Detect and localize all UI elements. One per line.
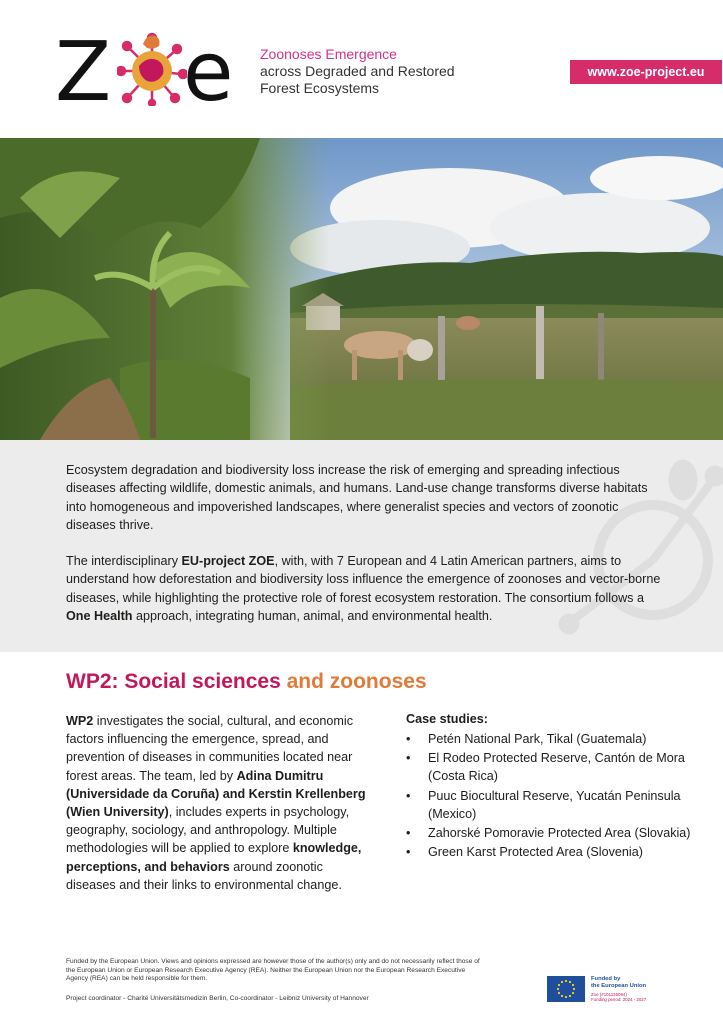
case-study-label: Zahorské Pomoravie Protected Area (Slovakia) xyxy=(428,826,691,841)
project-coordinators: Project coordinator - Charité Universitätsmedizin Berlin, Co-coordinator - Leibniz University of Hannover xyxy=(66,995,369,1002)
grant-number: Zoe (#101135094) xyxy=(591,992,627,997)
forest-and-pasture-photo xyxy=(0,138,723,440)
wp2-title xyxy=(66,670,427,694)
list-item xyxy=(406,749,696,785)
hero-image xyxy=(0,138,723,440)
list-item xyxy=(406,824,696,842)
case-study-label: Petén National Park, Tikal (Guatemala) xyxy=(428,732,647,746)
zoe-logo[interactable] xyxy=(55,22,245,120)
eu-funding-badge xyxy=(547,976,697,1006)
wp2-team-leads: Adina Dumitru (Universidade da Coruña) and Kerstin Krellenberg (Wien University) xyxy=(66,768,366,820)
website-link[interactable]: www.zoe-project.eu xyxy=(570,60,722,84)
tagline-line-2: across Degraded and Restored xyxy=(260,63,455,79)
wp2-title-part-2: and zoonoses xyxy=(286,670,427,693)
logo-letter-e: e xyxy=(183,25,234,120)
wp2-desc-text-1: investigates the social, cultural, and economic factors influencing the emergence, spread, and prevention of diseases in communities located near forest areas. The team, led by xyxy=(66,714,354,783)
case-studies-list xyxy=(406,730,696,862)
bullet-icon: • xyxy=(406,788,411,803)
project-tagline xyxy=(260,46,455,97)
list-item xyxy=(406,730,696,748)
intro-section xyxy=(0,440,723,652)
wp2-desc-text-3: around zoonotic diseases and their links to environmental change. xyxy=(66,859,342,892)
grant-info xyxy=(591,992,646,1003)
tagline-line-3: Forest Ecosystems xyxy=(260,80,380,96)
wp2-label: WP2 xyxy=(66,714,94,728)
wp2-description xyxy=(66,712,366,894)
bullet-icon: • xyxy=(406,732,411,746)
list-item xyxy=(406,843,696,861)
list-item xyxy=(406,787,696,823)
bullet-icon: • xyxy=(406,845,411,860)
virus-globe-icon xyxy=(117,26,187,106)
eu-funded-line-2: the European Union xyxy=(591,983,647,989)
eu-funded-line-1: Funded by xyxy=(591,976,621,982)
case-study-label: Green Karst Protected Area (Slovenia) xyxy=(428,845,643,860)
tagline-line-1: Zoonoses Emergence xyxy=(260,46,397,62)
funding-period: Funding period: 2024 - 2027 xyxy=(591,997,647,1003)
bullet-icon: • xyxy=(406,751,411,766)
intro-p2-one-health: One Health xyxy=(66,608,133,623)
intro-paragraph-2 xyxy=(66,552,666,625)
bullet-icon: • xyxy=(406,826,411,841)
intro-paragraph-1: Ecosystem degradation and biodiversity loss increase the risk of emerging and spreading infectious diseases affecting wildlife, domestic animals, and humans. Land-use change transforms diverse habitats into homogeneous and impoverished landscapes, where generalist species and vectors of zoonotic diseases thrive. xyxy=(66,463,648,532)
wp2-focus-terms: knowledge, perceptions, and behaviors xyxy=(66,841,362,874)
eu-disclaimer: Funded by the European Union. Views and opinions expressed are however those of the author(s) only and do not necessarily reflect those of the European Union or European Research Executive Agency (REA). Neither the European Union nor the European Research Executive Agency (REA) can be held responsible for them. xyxy=(66,958,480,983)
eu-funded-label xyxy=(591,976,646,990)
intro-p2-text-a: The interdisciplinary xyxy=(66,554,182,568)
header xyxy=(0,0,723,138)
intro-p2-project-name: EU-project ZOE xyxy=(181,554,275,568)
case-study-label: El Rodeo Protected Reserve, Cantón de Mora (Costa Rica) xyxy=(428,751,685,784)
logo-letter-z: Z xyxy=(55,25,112,120)
wp2-title-part-1: WP2: Social sciences xyxy=(66,670,287,693)
case-studies-heading: Case studies: xyxy=(406,712,488,726)
intro-p2-text-c: , with, with 7 European and 4 Latin American partners, aims to understand how deforestation and biodiversity loss influence the emergence of zoonoses and vector-borne diseases, while highlighting the protective role of forest ecosystem restoration. The consortium follows a xyxy=(66,554,661,605)
case-study-label: Puuc Biocultural Reserve, Yucatán Peninsula (Mexico) xyxy=(428,788,681,821)
intro-p2-text-e: approach, integrating human, animal, and environmental health. xyxy=(132,608,493,623)
eu-flag-icon xyxy=(547,976,585,1002)
wp2-desc-text-2: , includes experts in psychology, geography, sociology, and anthropology. Multiple methodologies will be applied to explore xyxy=(66,805,350,856)
